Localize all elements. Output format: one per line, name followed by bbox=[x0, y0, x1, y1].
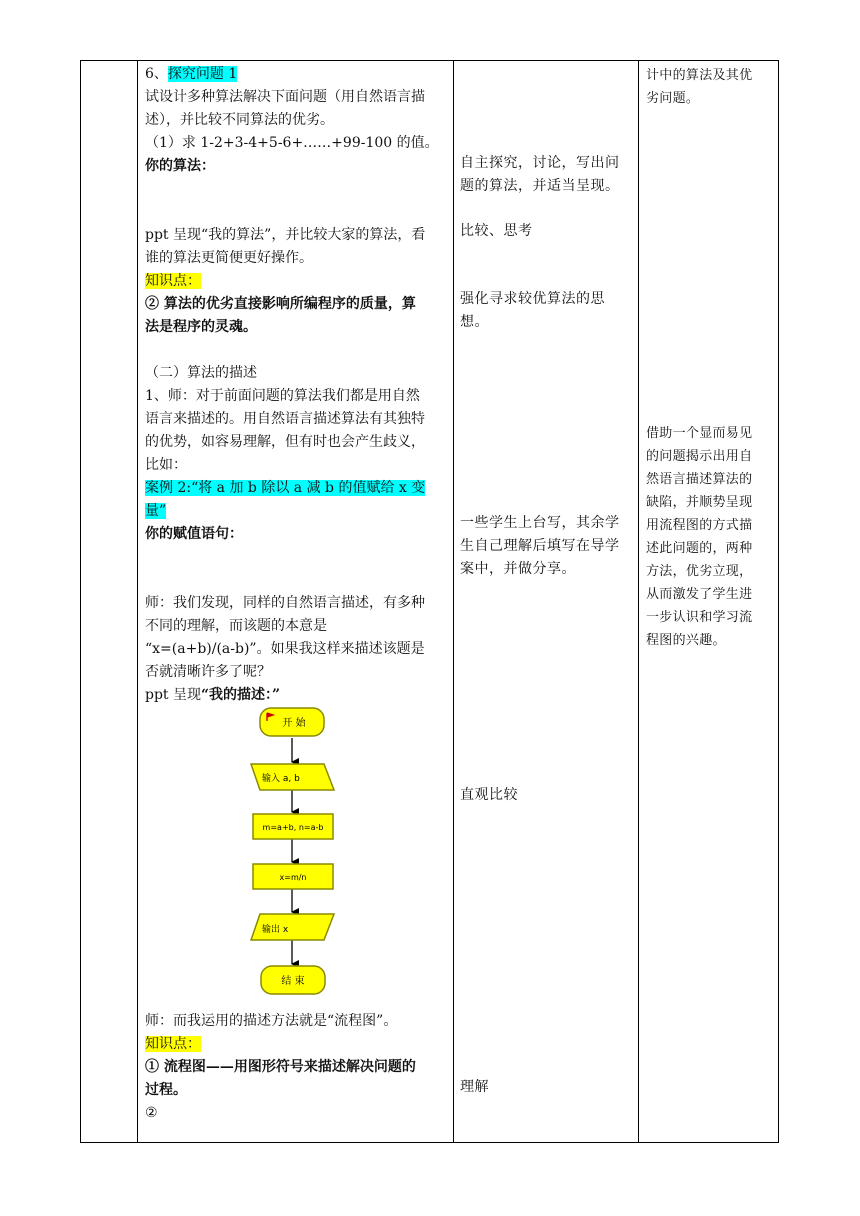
activity-text: 直观比较 bbox=[460, 787, 518, 803]
intent-text: 述此问题的，两种 bbox=[646, 541, 753, 556]
intent-text: 劣问题。 bbox=[646, 91, 700, 106]
text-line: 比如： bbox=[145, 457, 187, 473]
section-number: 6、 bbox=[145, 66, 168, 82]
intent-text: 用流程图的方式描 bbox=[646, 518, 753, 533]
student-activity-c bbox=[460, 288, 638, 334]
intent-text: 然语言描述算法的 bbox=[646, 472, 753, 487]
intent-text: 缺陷，并顺势呈现 bbox=[646, 495, 753, 510]
text-line: 试设计多种算法解决下面问题（用自然语言描 bbox=[145, 89, 425, 105]
activity-text: 比较、思考 bbox=[460, 223, 533, 239]
knowledge-point-label: 知识点： bbox=[145, 1036, 201, 1052]
flowchart-svg bbox=[250, 702, 350, 1002]
column-divider bbox=[638, 61, 639, 1142]
flowchart bbox=[250, 702, 350, 1002]
end-label: 结 束 bbox=[281, 976, 305, 987]
activity-text: 理解 bbox=[460, 1079, 489, 1095]
activity-text: 题的算法，并适当呈现。 bbox=[460, 178, 620, 194]
text-line: ppt 呈现“我的算法”，并比较大家的算法，看 bbox=[145, 227, 426, 243]
text-line: ppt 呈现 bbox=[145, 687, 201, 703]
text-line: （1）求 1-2+3-4+5-6+……+99-100 的值。 bbox=[145, 135, 439, 151]
text-line: 述），并比较不同算法的优劣。 bbox=[145, 112, 334, 128]
text-line: 否就清晰许多了呢？ bbox=[145, 664, 271, 680]
compute-label: x=m/n bbox=[279, 873, 307, 882]
activity-text: 案中，并做分享。 bbox=[460, 561, 576, 577]
intent-text: 一步认识和学习流 bbox=[646, 610, 753, 625]
activity-text: 生自己理解后填写在导学 bbox=[460, 538, 620, 554]
intent-text: 程图的兴趣。 bbox=[646, 633, 726, 648]
output-label: 输出 x bbox=[262, 925, 289, 935]
text-line: 师：而我运用的描述方法就是“流程图”。 bbox=[145, 1013, 398, 1029]
text-line: 不同的理解，而该题的本意是 bbox=[145, 618, 327, 634]
input-label: 输入 a, b bbox=[262, 774, 300, 784]
intent-text: 借助一个显而易见 bbox=[646, 426, 753, 441]
activity-text: 自主探究，讨论，写出问 bbox=[460, 155, 620, 171]
intent-text: 从而激发了学生进 bbox=[646, 587, 753, 602]
text-line: 谁的算法更简便更好操作。 bbox=[145, 250, 313, 266]
design-intent-a bbox=[646, 64, 776, 110]
start-label: 开 始 bbox=[282, 718, 306, 729]
your-algorithm-label: 你的算法： bbox=[145, 158, 215, 174]
problem-heading: 探究问题 1 bbox=[167, 66, 238, 82]
intent-text: 方法，优劣立现， bbox=[646, 564, 753, 579]
column-divider bbox=[137, 61, 138, 1142]
design-intent-b bbox=[646, 422, 776, 652]
text-line: “x=(a+b)/(a-b)”。如果我这样来描述该题是 bbox=[145, 641, 425, 657]
student-activity-d bbox=[460, 512, 638, 581]
knowledge-point-text: 法是程序的灵魂。 bbox=[145, 319, 257, 335]
your-assignment-label: 你的赋值语句： bbox=[145, 526, 243, 542]
student-activity-a bbox=[460, 152, 638, 198]
knowledge-point-text: ② 算法的优劣直接影响所编程序的质量，算 bbox=[145, 296, 416, 312]
assign-label: m=a+b, n=a-b bbox=[262, 823, 324, 832]
knowledge-point-text: ① 流程图——用图形符号来描述解决问题的 bbox=[145, 1059, 416, 1075]
text-line: ② bbox=[145, 1105, 158, 1121]
student-activity-e bbox=[460, 784, 638, 807]
knowledge-point-text: 过程。 bbox=[145, 1082, 187, 1098]
student-activity-f bbox=[460, 1076, 638, 1099]
intent-text: 计中的算法及其优 bbox=[646, 68, 753, 83]
activity-text: 强化寻求较优算法的思 bbox=[460, 291, 605, 307]
knowledge-point-label: 知识点： bbox=[145, 273, 201, 289]
activity-text: 想。 bbox=[460, 314, 489, 330]
column-divider bbox=[453, 61, 454, 1142]
student-activity-b bbox=[460, 220, 638, 243]
text-line: 1、师：对于前面问题的算法我们都是用自然 bbox=[145, 388, 420, 404]
teaching-content-column-continued bbox=[145, 1010, 450, 1125]
my-description-label: “我的描述：” bbox=[201, 687, 281, 703]
case-text: 案例 2:“将 a 加 b 除以 a 减 b 的值赋给 x 变 bbox=[145, 480, 426, 496]
text-line: 师：我们发现，同样的自然语言描述，有多种 bbox=[145, 595, 425, 611]
text-line: 语言来描述的。用自然语言描述算法有其独特 bbox=[145, 411, 425, 427]
subsection-heading: （二）算法的描述 bbox=[145, 365, 257, 381]
activity-text: 一些学生上台写，其余学 bbox=[460, 515, 620, 531]
intent-text: 的问题揭示出用自 bbox=[646, 449, 753, 464]
teaching-content-column bbox=[145, 63, 450, 707]
text-line: 的优势，如容易理解，但有时也会产生歧义， bbox=[145, 434, 425, 450]
case-text: 量” bbox=[145, 503, 167, 519]
